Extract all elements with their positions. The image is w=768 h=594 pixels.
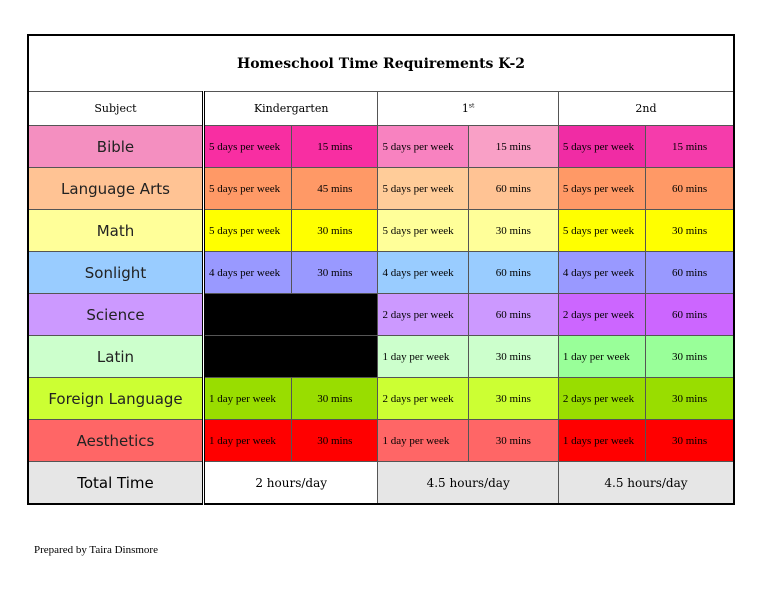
table-row — [28, 336, 734, 378]
table-title: Homeschool Time Requirements K-2 — [28, 35, 734, 92]
total-grade-2: 4.5 hours/day — [558, 462, 734, 505]
grade-2-mins-cell: 15 mins — [646, 126, 734, 168]
header-kindergarten: Kindergarten — [203, 92, 377, 126]
subject-cell: Language Arts — [28, 168, 203, 210]
grade-1-mins-cell: 60 mins — [468, 252, 558, 294]
subject-cell: Bible — [28, 126, 203, 168]
grade-1-mins-cell: 30 mins — [468, 336, 558, 378]
table-row — [28, 252, 734, 294]
grade-2-days-cell: 1 days per week — [558, 420, 645, 462]
table-row — [28, 210, 734, 252]
grade-2-days-cell: 1 day per week — [558, 336, 645, 378]
schedule-table — [27, 34, 735, 505]
kindergarten-mins-cell: 30 mins — [292, 420, 378, 462]
grade-2-days-cell: 5 days per week — [558, 210, 645, 252]
grade-1-days-cell: 1 day per week — [378, 420, 468, 462]
grade-2-mins-cell: 60 mins — [646, 294, 734, 336]
kindergarten-mins-cell: 30 mins — [292, 378, 378, 420]
table-row — [28, 168, 734, 210]
total-row — [28, 462, 734, 505]
header-row — [28, 92, 734, 126]
kindergarten-mins-cell: 30 mins — [292, 210, 378, 252]
grade-1-mins-cell: 60 mins — [468, 168, 558, 210]
grade-1-days-cell: 5 days per week — [378, 126, 468, 168]
kindergarten-days-cell: 4 days per week — [203, 252, 291, 294]
grade-1-mins-cell: 30 mins — [468, 210, 558, 252]
kindergarten-blank-cell — [203, 294, 377, 336]
kindergarten-mins-cell: 45 mins — [292, 168, 378, 210]
grade-2-days-cell: 2 days per week — [558, 294, 645, 336]
kindergarten-days-cell: 5 days per week — [203, 126, 291, 168]
grade-2-mins-cell: 30 mins — [646, 336, 734, 378]
kindergarten-days-cell: 1 day per week — [203, 378, 291, 420]
header-subject: Subject — [28, 92, 203, 126]
header-grade-1 — [378, 92, 558, 126]
grade-1-days-cell: 4 days per week — [378, 252, 468, 294]
table-row — [28, 378, 734, 420]
subject-cell: Latin — [28, 336, 203, 378]
kindergarten-days-cell: 5 days per week — [203, 210, 291, 252]
kindergarten-days-cell: 1 day per week — [203, 420, 291, 462]
grade-1-mins-cell: 15 mins — [468, 126, 558, 168]
header-grade-1-num: 1 — [461, 102, 469, 115]
footer-credit: Prepared by Taira Dinsmore — [34, 544, 158, 556]
subject-cell: Science — [28, 294, 203, 336]
grade-2-days-cell: 5 days per week — [558, 126, 645, 168]
grade-1-mins-cell: 60 mins — [468, 294, 558, 336]
header-grade-2: 2nd — [558, 92, 734, 126]
table-row — [28, 420, 734, 462]
total-label: Total Time — [28, 462, 203, 505]
grade-1-days-cell: 1 day per week — [378, 336, 468, 378]
grade-1-days-cell: 5 days per week — [378, 210, 468, 252]
header-grade-1-sup: st — [468, 102, 475, 110]
subject-rows — [28, 126, 734, 462]
grade-1-mins-cell: 30 mins — [468, 378, 558, 420]
grade-2-mins-cell: 60 mins — [646, 252, 734, 294]
kindergarten-mins-cell: 30 mins — [292, 252, 378, 294]
kindergarten-days-cell: 5 days per week — [203, 168, 291, 210]
table-row — [28, 294, 734, 336]
grade-2-days-cell: 4 days per week — [558, 252, 645, 294]
total-kindergarten: 2 hours/day — [203, 462, 377, 505]
title-row — [28, 35, 734, 92]
grade-2-days-cell: 2 days per week — [558, 378, 645, 420]
grade-1-days-cell: 2 days per week — [378, 294, 468, 336]
grade-2-days-cell: 5 days per week — [558, 168, 645, 210]
grade-2-mins-cell: 30 mins — [646, 378, 734, 420]
kindergarten-mins-cell: 15 mins — [292, 126, 378, 168]
total-grade-1: 4.5 hours/day — [378, 462, 558, 505]
grade-2-mins-cell: 30 mins — [646, 210, 734, 252]
subject-cell: Math — [28, 210, 203, 252]
grade-2-mins-cell: 30 mins — [646, 420, 734, 462]
grade-2-mins-cell: 60 mins — [646, 168, 734, 210]
grade-1-days-cell: 5 days per week — [378, 168, 468, 210]
subject-cell: Foreign Language — [28, 378, 203, 420]
kindergarten-blank-cell — [203, 336, 377, 378]
grade-1-mins-cell: 30 mins — [468, 420, 558, 462]
grade-1-days-cell: 2 days per week — [378, 378, 468, 420]
table-row — [28, 126, 734, 168]
subject-cell: Sonlight — [28, 252, 203, 294]
subject-cell: Aesthetics — [28, 420, 203, 462]
